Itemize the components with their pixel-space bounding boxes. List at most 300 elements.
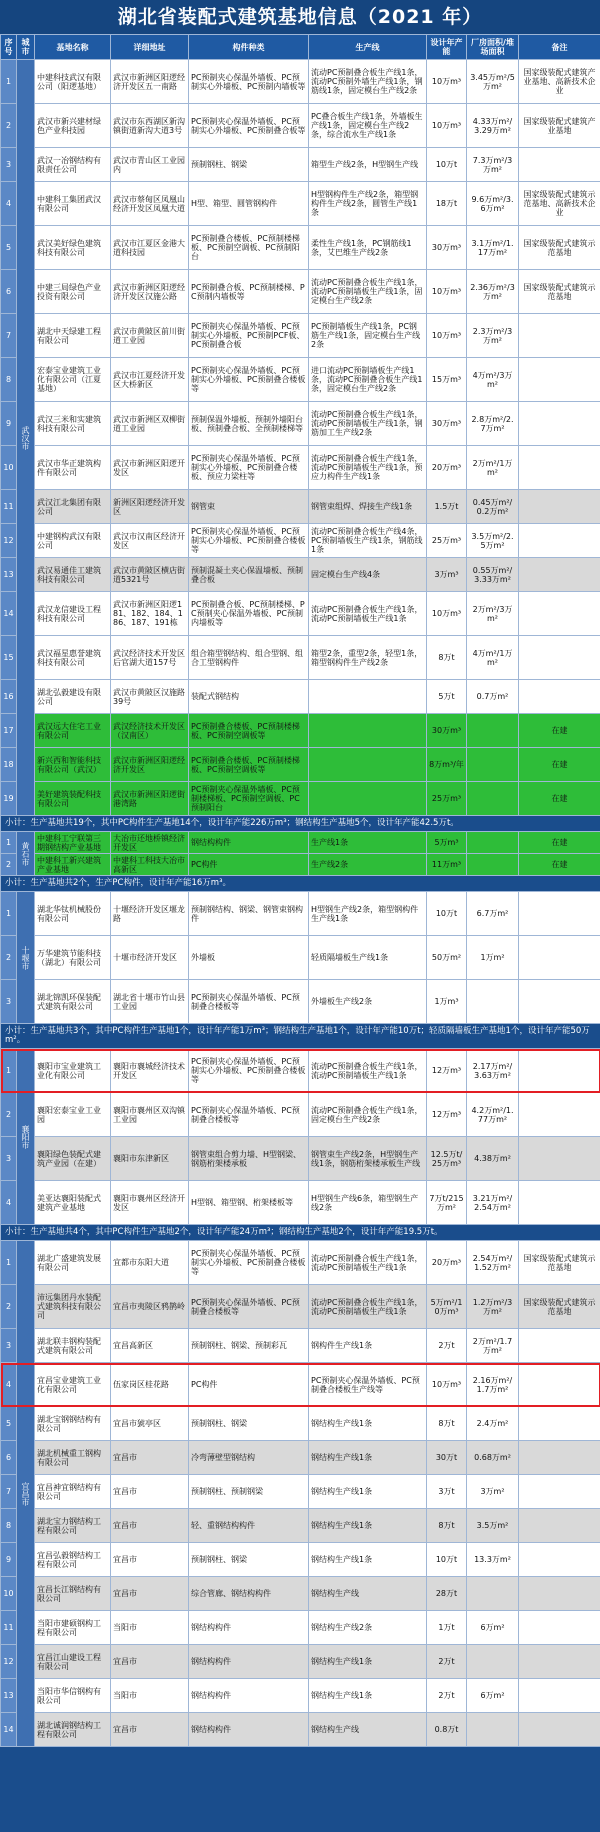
- address: 襄阳市襄州区经济开发区: [111, 1181, 189, 1225]
- subtotal-row: [1, 1225, 600, 1241]
- table-row: [1, 104, 600, 148]
- table-row: [1, 270, 600, 314]
- production-line: 钢结构生产线1条: [309, 1407, 427, 1441]
- base-name: 湖北弘毅建设有限公司: [35, 680, 111, 714]
- production-line: 钢结构生产线1条: [309, 1475, 427, 1509]
- area: 2.3万m²/3万m²: [467, 314, 519, 358]
- base-name: 新兴西和智能科技有限公司（武汉）: [35, 748, 111, 782]
- base-name: 武汉市新兴建材绿色产业科技园: [35, 104, 111, 148]
- table-row: [1, 226, 600, 270]
- capacity: 8万m³/年: [427, 748, 467, 782]
- component-type: PC预制叠合楼板、PC预制楼梯板、PC预制空调板等: [189, 714, 309, 748]
- area: 0.7万m²: [467, 680, 519, 714]
- component-type: PC预制夹心保温外墙板、PC预制叠合楼板等: [189, 1285, 309, 1329]
- component-type: 钢结构构件: [189, 1611, 309, 1645]
- note: [519, 636, 600, 680]
- table-row: [1, 1645, 600, 1679]
- base-name: 武汉龙信建设工程科技有限公司: [35, 592, 111, 636]
- component-type: 预制钢柱、钢梁、预制彩瓦: [189, 1329, 309, 1363]
- row-index: 1: [1, 832, 17, 854]
- production-line: 轻质隔墙板生产线1条: [309, 936, 427, 980]
- address: 当阳市: [111, 1679, 189, 1713]
- production-line: 钢结构生产线: [309, 1713, 427, 1747]
- component-type: 钢结构构件: [189, 1645, 309, 1679]
- component-type: 预制钢柱、钢梁: [189, 1407, 309, 1441]
- note: [519, 1363, 600, 1407]
- address: 宜昌市: [111, 1713, 189, 1747]
- note: [519, 1093, 600, 1137]
- subtotal-text: 小计：生产基地共19个，其中PC构件生产基地14个，设计年产能226万m³；钢结构生产基地5个，设计年产能42.5万t。: [1, 816, 600, 832]
- table-row: [1, 358, 600, 402]
- capacity: 2万t: [427, 1679, 467, 1713]
- area: 3万m²: [467, 1475, 519, 1509]
- production-line: 流动PC预制叠合板生产线1条，流动PC预制外墙生产线1条，钢筋线1条，固定模台生产线2条: [309, 60, 427, 104]
- production-line: PC预制墙板生产线1条，PC钢筋生产线1条，固定模台生产线2条: [309, 314, 427, 358]
- address: 武汉市新洲区双柳街道工业园: [111, 402, 189, 446]
- base-name: 武汉福星惠誉建筑科技有限公司: [35, 636, 111, 680]
- area: 3.1万m²/1.17万m²: [467, 226, 519, 270]
- capacity: 8万t: [427, 636, 467, 680]
- table-row: [1, 1509, 600, 1543]
- table-row: [1, 1441, 600, 1475]
- base-name: 武汉三米和实建筑科技有限公司: [35, 402, 111, 446]
- base-name: 武汉美好绿色建筑科技有限公司: [35, 226, 111, 270]
- address: 当阳市: [111, 1611, 189, 1645]
- production-line: H型钢构件生产线2条，箱型钢构件生产线2条，圆管生产线1条: [309, 182, 427, 226]
- table-row: [1, 854, 600, 876]
- production-line: 流动PC预制叠合板生产线1条，流动PC预制墙板生产线1条: [309, 1241, 427, 1285]
- table-row: [1, 1577, 600, 1611]
- note: [519, 1611, 600, 1645]
- address: 武汉市黄陂区横店街道5321号: [111, 558, 189, 592]
- base-name: 当阳市华信钢构有限公司: [35, 1679, 111, 1713]
- note: [519, 892, 600, 936]
- row-index: 8: [1, 358, 17, 402]
- row-index: 3: [1, 980, 17, 1024]
- row-index: 2: [1, 936, 17, 980]
- component-type: PC预制叠合板、PC预制楼梯、PC预制夹心保温外墙板、PC预制内墙板等: [189, 592, 309, 636]
- production-line: 钢管束生产线2条，H型钢生产线1条，钢筋桁架楼承板生产线: [309, 1137, 427, 1181]
- address: 武汉经济技术开发区（汉南区）: [111, 714, 189, 748]
- component-type: PC构件: [189, 1363, 309, 1407]
- address: 武汉市新洲区阳逻经济开发区汉施公路: [111, 270, 189, 314]
- row-index: 13: [1, 558, 17, 592]
- row-index: 6: [1, 270, 17, 314]
- area: 2.8万m²/2.7万m²: [467, 402, 519, 446]
- row-index: 3: [1, 1137, 17, 1181]
- note: [519, 490, 600, 524]
- base-name: 宜昌江山建设工程有限公司: [35, 1645, 111, 1679]
- capacity: 12万m³: [427, 1093, 467, 1137]
- address: 武汉市新洲区阳逻181、182、184、186、187、191栋: [111, 592, 189, 636]
- note: [519, 1509, 600, 1543]
- address: 宜都市东阳大道: [111, 1241, 189, 1285]
- capacity: 8万t: [427, 1407, 467, 1441]
- base-name: 襄阳宏泰宝业工业园: [35, 1093, 111, 1137]
- capacity: 18万t: [427, 182, 467, 226]
- address: 武汉市汉南区经济开发区: [111, 524, 189, 558]
- base-name: 中建科工宁联第三期钢结构产业基地: [35, 832, 111, 854]
- component-type: PC预制叠合楼板、PC预制楼梯板、PC预制空调板、PC预制阳台: [189, 226, 309, 270]
- address: 十堰经济开发区堰龙路: [111, 892, 189, 936]
- col-index: 序号: [1, 35, 17, 60]
- note: [519, 1713, 600, 1747]
- production-line: H型钢生产线2条，箱型钢构件生产线1条: [309, 892, 427, 936]
- address: 宜昌市夷陵区鸦鹊岭: [111, 1285, 189, 1329]
- capacity: 10万m³: [427, 104, 467, 148]
- capacity: 2万t: [427, 1645, 467, 1679]
- base-name: 宜昌弘毅钢结构工程有限公司: [35, 1543, 111, 1577]
- note: [519, 402, 600, 446]
- area: 3.5万m²/2.5万m²: [467, 524, 519, 558]
- capacity: 5万t: [427, 680, 467, 714]
- row-index: 3: [1, 1329, 17, 1363]
- row-index: 17: [1, 714, 17, 748]
- address: 宜昌市: [111, 1543, 189, 1577]
- row-index: 12: [1, 524, 17, 558]
- base-name: 湖北机械重工钢构有限公司: [35, 1441, 111, 1475]
- subtotal-row: [1, 876, 600, 892]
- subtotal-row: [1, 1024, 600, 1049]
- area: 9.6万m²/3.6万m²: [467, 182, 519, 226]
- note: [519, 1577, 600, 1611]
- row-index: 11: [1, 1611, 17, 1645]
- capacity: 10万t: [427, 892, 467, 936]
- production-line: 箱型2条，重型2条，轻型1条，箱型钢构件生产线2条: [309, 636, 427, 680]
- production-line: 流动PC预制叠合板生产线1条，流动PC预制墙板生产线1条，预应力构件生产线1条: [309, 446, 427, 490]
- area: 0.55万m²/3.33万m²: [467, 558, 519, 592]
- production-line: 固定模台生产线4条: [309, 558, 427, 592]
- table-header: [1, 35, 600, 60]
- component-type: 综合管廊、钢结构构件: [189, 1577, 309, 1611]
- col-line: 生产线: [309, 35, 427, 60]
- city-cell: 宜昌市: [17, 1241, 35, 1747]
- area: [467, 714, 519, 748]
- component-type: 外墙板: [189, 936, 309, 980]
- base-name: 武汉远大住宅工业有限公司: [35, 714, 111, 748]
- base-name: 万华建筑节能科技（湖北）有限公司: [35, 936, 111, 980]
- base-name: 湖北广盛建筑发展有限公司: [35, 1241, 111, 1285]
- address: 宜昌市: [111, 1475, 189, 1509]
- table-row: [1, 148, 600, 182]
- production-line: PC预制夹心保温外墙板、PC预制叠合楼板生产线等: [309, 1363, 427, 1407]
- component-type: 预制钢柱、预制钢梁: [189, 1475, 309, 1509]
- row-index: 1: [1, 1241, 17, 1285]
- production-line: 钢结构生产线1条: [309, 1441, 427, 1475]
- component-type: PC预制叠合楼板、PC预制楼梯板、PC预制空调板等: [189, 748, 309, 782]
- row-index: 11: [1, 490, 17, 524]
- capacity: 12.5万t/25万m³: [427, 1137, 467, 1181]
- base-name: 武汉江北集团有限公司: [35, 490, 111, 524]
- city-cell: 武汉市: [17, 60, 35, 816]
- note: [519, 1137, 600, 1181]
- area: 4万m²/3万m²: [467, 358, 519, 402]
- base-name: 宏泰宝业建筑工业化有限公司（江夏基地）: [35, 358, 111, 402]
- note: [519, 936, 600, 980]
- capacity: 50万m²: [427, 936, 467, 980]
- area: 6万m²: [467, 1679, 519, 1713]
- address: 伍家岗区桂花路: [111, 1363, 189, 1407]
- base-name: 宜昌宝业建筑工业化有限公司: [35, 1363, 111, 1407]
- production-line: 钢结构生产线1条: [309, 1543, 427, 1577]
- area: [467, 1645, 519, 1679]
- note: 国家级装配式建筑示范基地: [519, 226, 600, 270]
- table-row: [1, 402, 600, 446]
- address: 武汉市黄陂区汉施路39号: [111, 680, 189, 714]
- base-info-table: [0, 34, 600, 1747]
- capacity: 10万t: [427, 1543, 467, 1577]
- address: 新洲区阳逻经济开发区: [111, 490, 189, 524]
- area: 2.36万m²/3万m²: [467, 270, 519, 314]
- base-name: 湖北联丰钢构装配式建筑有限公司: [35, 1329, 111, 1363]
- address: 武汉市江夏区金港大道科技园: [111, 226, 189, 270]
- area: 2.4万m²: [467, 1407, 519, 1441]
- row-index: 7: [1, 1475, 17, 1509]
- note: [519, 1407, 600, 1441]
- row-index: 1: [1, 892, 17, 936]
- city-cell: 襄阳市: [17, 1049, 35, 1225]
- area: 4万m²/1万m²: [467, 636, 519, 680]
- component-type: PC预制夹心保温外墙板、PC预制叠合楼板等: [189, 980, 309, 1024]
- note: [519, 680, 600, 714]
- area: [467, 854, 519, 876]
- area: 3.5万m²: [467, 1509, 519, 1543]
- production-line: 外墙板生产线2条: [309, 980, 427, 1024]
- capacity: 30万m³: [427, 714, 467, 748]
- component-type: PC预制夹心保温外墙板、PC预制实心外墙板、PC预制叠合楼板等: [189, 1049, 309, 1093]
- capacity: 20万m³: [427, 446, 467, 490]
- capacity: 10万m³: [427, 592, 467, 636]
- base-name: 湖北华钛机械股份有限公司: [35, 892, 111, 936]
- note: [519, 1329, 600, 1363]
- production-line: 生产线2条: [309, 854, 427, 876]
- component-type: 预制混凝土夹心保温墙板、预制叠合板: [189, 558, 309, 592]
- capacity: 12万m³: [427, 1049, 467, 1093]
- capacity: 3万m³: [427, 558, 467, 592]
- area: 2万m²/1.7万m²: [467, 1329, 519, 1363]
- table-row: [1, 892, 600, 936]
- row-index: 4: [1, 1363, 17, 1407]
- production-line: H型钢生产线6条，箱型钢生产线2条: [309, 1181, 427, 1225]
- col-city: 城市: [17, 35, 35, 60]
- row-index: 2: [1, 1093, 17, 1137]
- table-row: [1, 1093, 600, 1137]
- base-name: 武汉一冶钢结构有限责任公司: [35, 148, 111, 182]
- address: 襄阳市襄城经济技术开发区: [111, 1049, 189, 1093]
- base-name: 襄阳市宝业建筑工业化有限公司: [35, 1049, 111, 1093]
- area: 7.3万m²/3万m²: [467, 148, 519, 182]
- row-index: 9: [1, 1543, 17, 1577]
- row-index: 2: [1, 104, 17, 148]
- component-type: 预制钢结构、钢梁、钢管束钢构件: [189, 892, 309, 936]
- base-name: 中建科技武汉有限公司（阳逻基地）: [35, 60, 111, 104]
- row-index: 14: [1, 592, 17, 636]
- col-name: 基地名称: [35, 35, 111, 60]
- capacity: 10万m³: [427, 270, 467, 314]
- component-type: 轻、重钢结构构件: [189, 1509, 309, 1543]
- col-capacity: 设计年产能: [427, 35, 467, 60]
- table-row: [1, 592, 600, 636]
- area: 6.7万m²: [467, 892, 519, 936]
- component-type: 钢结构构件: [189, 832, 309, 854]
- table-row: [1, 748, 600, 782]
- capacity: 1.5万t: [427, 490, 467, 524]
- note: [519, 980, 600, 1024]
- base-name: 中建科工新兴建筑产业基地: [35, 854, 111, 876]
- note: 在建: [519, 714, 600, 748]
- area: [467, 1577, 519, 1611]
- address: 武汉市黄陂区前川街道工业园: [111, 314, 189, 358]
- row-index: 19: [1, 782, 17, 816]
- note: 在建: [519, 748, 600, 782]
- production-line: 钢结构生产线1条: [309, 1509, 427, 1543]
- address: 武汉市新洲区阳逻开发区: [111, 446, 189, 490]
- table-row: [1, 1285, 600, 1329]
- note: 国家级装配式建筑示范基地: [519, 1241, 600, 1285]
- component-type: H型钢、箱型钢、桁架楼板等: [189, 1181, 309, 1225]
- address: 武汉市东西湖区新沟镇街道新沟大道3号: [111, 104, 189, 148]
- component-type: PC预制夹心保温外墙板、PC预制实心外墙板、PC预制叠合楼板等: [189, 358, 309, 402]
- production-line: 钢结构生产线1条: [309, 1645, 427, 1679]
- note: 国家级装配式建筑产业基地、高新技术企业: [519, 60, 600, 104]
- area: [467, 832, 519, 854]
- note: [519, 314, 600, 358]
- base-name: 美亚达襄阳装配式建筑产业基地: [35, 1181, 111, 1225]
- row-index: 10: [1, 446, 17, 490]
- capacity: 0.8万t: [427, 1713, 467, 1747]
- table-row: [1, 1049, 600, 1093]
- area: 2万m²/3万m²: [467, 592, 519, 636]
- note: 国家级装配式建筑示范基地: [519, 1285, 600, 1329]
- production-line: 流动PC预制叠合板生产线1条，流动PC预制墙板生产线1条: [309, 592, 427, 636]
- component-type: 预制钢柱、钢梁: [189, 148, 309, 182]
- component-type: PC预制夹心保温外墙板、PC预制楼梯板、PC预制空调板、PC预制阳台: [189, 782, 309, 816]
- area: 2.16万m²/1.7万m²: [467, 1363, 519, 1407]
- capacity: 25万m³: [427, 782, 467, 816]
- address: 武汉市青山区工业园内: [111, 148, 189, 182]
- base-name: 美好建筑装配科技有限公司: [35, 782, 111, 816]
- component-type: PC预制夹心保温外墙板、PC预制叠合楼板等: [189, 1093, 309, 1137]
- row-index: 3: [1, 148, 17, 182]
- component-type: PC预制夹心保温外墙板、PC预制实心外墙板、PC预制PCF板、PC预制叠合板: [189, 314, 309, 358]
- component-type: 钢结构构件: [189, 1713, 309, 1747]
- subtotal-row: [1, 816, 600, 832]
- row-index: 5: [1, 226, 17, 270]
- address: 襄阳市东津新区: [111, 1137, 189, 1181]
- area: 3.45万m²/5万m²: [467, 60, 519, 104]
- row-index: 6: [1, 1441, 17, 1475]
- table-row: [1, 1543, 600, 1577]
- note: [519, 1475, 600, 1509]
- col-address: 详细地址: [111, 35, 189, 60]
- base-name: 中建钢构武汉有限公司: [35, 524, 111, 558]
- row-index: 2: [1, 854, 17, 876]
- base-name: 宜昌神宜钢结构有限公司: [35, 1475, 111, 1509]
- address: 襄阳市襄州区双沟镇工业园: [111, 1093, 189, 1137]
- note: [519, 558, 600, 592]
- capacity: 30万m³: [427, 226, 467, 270]
- address: 武汉市新洲区阳逻经济开发区五一南路: [111, 60, 189, 104]
- subtotal-text: 小计：生产基地共3个，其中PC构件生产基地1个，设计年产能1万m³；钢结构生产基地1个，设计年产能10万t；轻质隔墙板生产基地1个，设计年产能50万m²。: [1, 1024, 600, 1049]
- capacity: 30万m³: [427, 402, 467, 446]
- note: 在建: [519, 854, 600, 876]
- note: [519, 592, 600, 636]
- capacity: 15万m³: [427, 358, 467, 402]
- table-row: [1, 832, 600, 854]
- address: 宜昌市: [111, 1509, 189, 1543]
- production-line: [309, 714, 427, 748]
- table-row: [1, 680, 600, 714]
- base-name: 武汉易通佳工建筑科技有限公司: [35, 558, 111, 592]
- base-name: 湖北宝钢钢结构有限公司: [35, 1407, 111, 1441]
- area: [467, 980, 519, 1024]
- address: 十堰市经济开发区: [111, 936, 189, 980]
- table-row: [1, 314, 600, 358]
- production-line: 流动PC预制叠合板生产线1条，固定模台生产线2条: [309, 1093, 427, 1137]
- address: 宜昌市: [111, 1645, 189, 1679]
- row-index: 13: [1, 1679, 17, 1713]
- address: 武汉市新洲区阳逻经济开发区: [111, 748, 189, 782]
- note: [519, 1679, 600, 1713]
- area: 4.38万m²: [467, 1137, 519, 1181]
- area: [467, 1713, 519, 1747]
- note: 国家级装配式建筑示范基地、高新技术企业: [519, 182, 600, 226]
- subtotal-text: 小计：生产基地共4个，其中PC构件生产基地2个，设计年产能24万m³；钢结构生产基地2个，设计年产能19.5万t。: [1, 1225, 600, 1241]
- capacity: 28万t: [427, 1577, 467, 1611]
- component-type: PC预制叠合板、PC预制楼梯、PC预制内墙板等: [189, 270, 309, 314]
- col-type: 构件种类: [189, 35, 309, 60]
- component-type: PC预制夹心保温外墙板、PC预制实心外墙板、PC预制叠合板等: [189, 104, 309, 148]
- table-row: [1, 1329, 600, 1363]
- component-type: 钢管束: [189, 490, 309, 524]
- table-row: [1, 636, 600, 680]
- production-line: 流动PC预制叠合板生产线1条，流动PC预制墙板生产线1条: [309, 1285, 427, 1329]
- production-line: [309, 748, 427, 782]
- address: 武汉市蔡甸区凤凰山经济开发区凤凰大道: [111, 182, 189, 226]
- table-row: [1, 558, 600, 592]
- table-row: [1, 490, 600, 524]
- row-index: 10: [1, 1577, 17, 1611]
- base-name: 中建科工集团武汉有限公司: [35, 182, 111, 226]
- city-cell: 黄石市: [17, 832, 35, 876]
- component-type: H型、箱型、圆管钢构件: [189, 182, 309, 226]
- capacity: 10万t: [427, 148, 467, 182]
- note: 国家级装配式建筑示范基地: [519, 270, 600, 314]
- capacity: 7万t/215万m²: [427, 1181, 467, 1225]
- table-row: [1, 1363, 600, 1407]
- base-name: 襄阳绿色装配式建筑产业园（在建）: [35, 1137, 111, 1181]
- address: 宜昌市: [111, 1441, 189, 1475]
- production-line: 柔性生产线1条，PC钢筋线1条，艾巴维生产线2条: [309, 226, 427, 270]
- production-line: 钢结构生产线1条: [309, 1679, 427, 1713]
- table-row: [1, 1713, 600, 1747]
- table-row: [1, 1241, 600, 1285]
- note: [519, 1645, 600, 1679]
- table-row: [1, 980, 600, 1024]
- component-type: PC预制夹心保温外墙板、PC预制实心外墙板、PC预制叠合楼板等: [189, 524, 309, 558]
- capacity: 3万t: [427, 1475, 467, 1509]
- note: [519, 524, 600, 558]
- address: 武汉市新洲区阳逻街港湾路: [111, 782, 189, 816]
- row-index: 12: [1, 1645, 17, 1679]
- component-type: PC预制夹心保温外墙板、PC预制实心外墙板、PC预制内墙板等: [189, 60, 309, 104]
- component-type: 钢结构构件: [189, 1679, 309, 1713]
- capacity: 5万m³: [427, 832, 467, 854]
- address: 武汉市江夏经济开发区大桥新区: [111, 358, 189, 402]
- address: 武汉经济技术开发区后官湖大道157号: [111, 636, 189, 680]
- table-row: [1, 714, 600, 748]
- row-index: 9: [1, 402, 17, 446]
